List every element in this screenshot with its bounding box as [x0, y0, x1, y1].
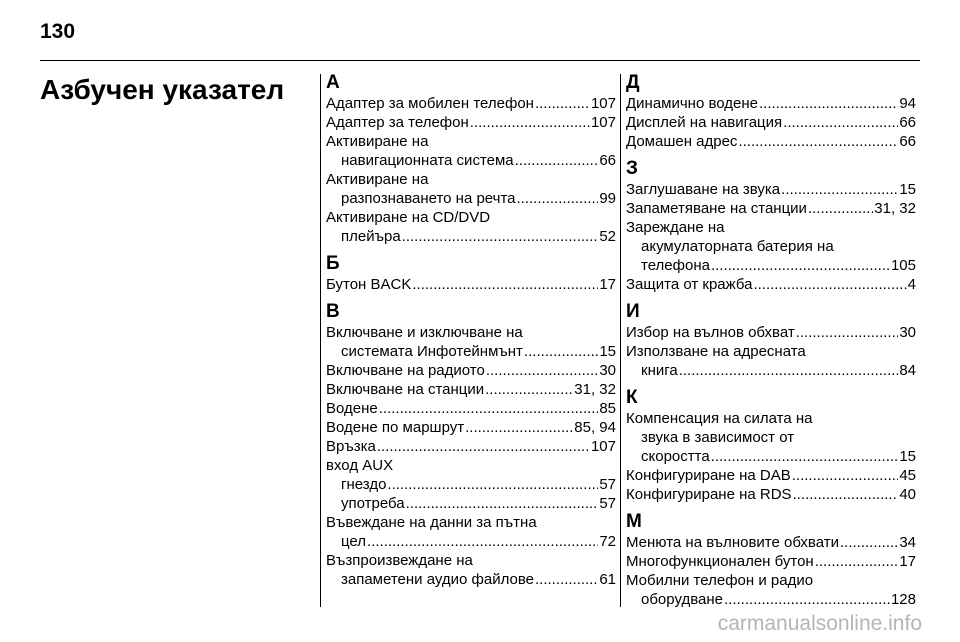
index-section: [326, 253, 616, 294]
index-column-2: [626, 72, 916, 609]
leader-dots: [515, 151, 599, 170]
entry-page: 52: [599, 228, 616, 245]
entry-term: Конфигуриране на DAB: [626, 467, 791, 484]
index-entry: [626, 552, 916, 571]
entry-heading-line: звука в зависимост от: [641, 429, 795, 446]
index-entry: [326, 456, 616, 494]
entry-heading-line: Въвеждане на данни за пътна: [326, 514, 537, 531]
index-entry: [626, 180, 916, 199]
entry-row: [326, 399, 616, 418]
header-rule: [40, 60, 920, 61]
index-section: [626, 387, 916, 504]
leader-dots: [535, 570, 598, 589]
leader-dots: [793, 485, 899, 504]
entry-row: [626, 180, 916, 199]
entry-heading-line: Възпроизвеждане на: [326, 552, 473, 569]
entry-heading-line: Зареждане на: [626, 219, 725, 236]
entry-page: 57: [599, 495, 616, 512]
index-entry: [626, 409, 916, 466]
entry-page: 15: [899, 181, 916, 198]
index-entry: [326, 551, 616, 589]
leader-dots: [470, 113, 590, 132]
index-entry: [626, 218, 916, 275]
entry-term: навигационната система: [341, 152, 514, 169]
entry-page: 34: [899, 534, 916, 551]
entry-row: [326, 570, 616, 589]
section-letter: Д: [626, 72, 640, 93]
entry-term: книга: [641, 362, 678, 379]
entry-term: системата Инфотейнмънт: [341, 343, 523, 360]
entry-term: Включване на станции: [326, 381, 485, 398]
entry-heading-line: Използване на адресната: [626, 343, 806, 360]
watermark: carmanualsonline.info: [717, 612, 922, 635]
entry-row: [626, 533, 916, 552]
leader-dots: [379, 399, 599, 418]
entry-heading-line: Активиране на: [326, 171, 429, 188]
entry-term: Дисплей на навигация: [626, 114, 783, 131]
entry-term: плейъра: [341, 228, 401, 245]
entry-page: 40: [899, 486, 916, 503]
entry-page: 17: [599, 276, 616, 293]
leader-dots: [840, 533, 898, 552]
leader-dots: [387, 475, 598, 494]
entry-page: 66: [599, 152, 616, 169]
leader-dots: [783, 113, 898, 132]
entry-row: [326, 227, 616, 246]
entry-row: [326, 189, 616, 208]
entry-row: [626, 113, 916, 132]
entry-row: [626, 256, 916, 275]
entry-page: 107: [590, 438, 616, 455]
entry-term: Водене по маршрут: [326, 419, 465, 436]
entry-row: [626, 323, 916, 342]
index-entry: [626, 323, 916, 342]
leader-dots: [406, 494, 599, 513]
index-section: [626, 511, 916, 609]
index-entry: [326, 208, 616, 246]
entry-page: 85, 94: [574, 419, 616, 436]
entry-row: [326, 494, 616, 513]
entry-row: [326, 361, 616, 380]
index-entry: [626, 342, 916, 380]
leader-dots: [535, 94, 590, 113]
index-entry: [326, 132, 616, 170]
entry-term: Връзка: [326, 438, 376, 455]
index-entry: [626, 485, 916, 504]
entry-row: [326, 342, 616, 361]
leader-dots: [759, 94, 898, 113]
entry-term: цел: [341, 533, 367, 550]
entry-heading-line: акумулаторната батерия на: [641, 238, 834, 255]
entry-page: 61: [599, 571, 616, 588]
entry-row: [326, 475, 616, 494]
entry-page: 84: [899, 362, 916, 379]
entry-term: Заглушаване на звука: [626, 181, 781, 198]
entry-term: Бутон BACK: [326, 276, 412, 293]
index-entry: [326, 399, 616, 418]
entry-term: Водене: [326, 400, 378, 417]
entry-page: 66: [899, 114, 916, 131]
index-entry: [626, 113, 916, 132]
entry-term: телефона: [641, 257, 710, 274]
section-letter: З: [626, 158, 638, 179]
page-number: 130: [40, 20, 76, 43]
entry-page: 4: [907, 276, 916, 293]
entry-page: 85: [599, 400, 616, 417]
entry-row: [326, 532, 616, 551]
leader-dots: [486, 361, 598, 380]
entry-row: [626, 94, 916, 113]
entry-term: Запаметяване на станции: [626, 200, 807, 217]
entry-page: 107: [590, 114, 616, 131]
index-entry: [626, 94, 916, 113]
index-title: Азбучен указател: [40, 74, 285, 105]
entry-term: оборудване: [641, 591, 723, 608]
index-entry: [326, 323, 616, 361]
leader-dots: [738, 132, 898, 151]
index-section: [326, 301, 616, 589]
entry-row: [626, 590, 916, 609]
leader-dots: [753, 275, 906, 294]
index-entry: [326, 418, 616, 437]
index-entry: [326, 494, 616, 513]
section-letter: А: [326, 72, 340, 93]
leader-dots: [465, 418, 573, 437]
entry-term: Избор на вълнов обхват: [626, 324, 795, 341]
index-section: [626, 72, 916, 151]
column-divider-left: [320, 74, 321, 607]
leader-dots: [485, 380, 573, 399]
entry-page: 107: [590, 95, 616, 112]
leader-dots: [367, 532, 598, 551]
index-section: [626, 158, 916, 294]
index-entry: [326, 361, 616, 380]
index-entry: [326, 113, 616, 132]
entry-heading-line: Активиране на CD/DVD: [326, 209, 491, 226]
index-entry: [626, 199, 916, 218]
leader-dots: [808, 199, 873, 218]
entry-row: [626, 199, 916, 218]
leader-dots: [377, 437, 590, 456]
leader-dots: [724, 590, 890, 609]
leader-dots: [711, 256, 890, 275]
entry-page: 15: [599, 343, 616, 360]
entry-term: Защита от кражба: [626, 276, 753, 293]
entry-page: 45: [899, 467, 916, 484]
entry-row: [326, 437, 616, 456]
entry-row: [626, 466, 916, 485]
entry-row: [626, 275, 916, 294]
column-divider-right: [620, 74, 621, 607]
leader-dots: [412, 275, 598, 294]
entry-term: Динамично водене: [626, 95, 758, 112]
index-entry: [326, 437, 616, 456]
entry-page: 72: [599, 533, 616, 550]
entry-page: 66: [899, 133, 916, 150]
entry-page: 99: [599, 190, 616, 207]
entry-page: 17: [899, 553, 916, 570]
entry-term: гнездо: [341, 476, 387, 493]
entry-heading-line: Мобилни телефон и радио: [626, 572, 814, 589]
entry-term: Многофункционален бутон: [626, 553, 814, 570]
entry-term: разпознаването на речта: [341, 190, 516, 207]
index-entry: [626, 275, 916, 294]
entry-row: [626, 552, 916, 571]
section-letter: И: [626, 301, 640, 322]
entry-term: Адаптер за телефон: [326, 114, 469, 131]
leader-dots: [815, 552, 899, 571]
entry-term: Домашен адрес: [626, 133, 738, 150]
leader-dots: [796, 323, 899, 342]
entry-row: [326, 94, 616, 113]
entry-row: [326, 418, 616, 437]
entry-term: употреба: [341, 495, 405, 512]
index-entry: [326, 275, 616, 294]
entry-term: запаметени аудио файлове: [341, 571, 535, 588]
entry-page: 57: [599, 476, 616, 493]
index-entry: [626, 132, 916, 151]
leader-dots: [679, 361, 899, 380]
entry-page: 15: [899, 448, 916, 465]
index-entry: [626, 533, 916, 552]
index-entry: [326, 94, 616, 113]
entry-heading-line: Компенсация на силата на: [626, 410, 813, 427]
index-entry: [326, 170, 616, 208]
index-entry: [626, 571, 916, 609]
leader-dots: [517, 189, 599, 208]
entry-row: [626, 447, 916, 466]
entry-page: 94: [899, 95, 916, 112]
entry-row: [626, 132, 916, 151]
section-letter: В: [326, 301, 340, 322]
entry-row: [626, 361, 916, 380]
entry-row: [326, 151, 616, 170]
entry-row: [326, 380, 616, 399]
entry-page: 30: [599, 362, 616, 379]
index-entry: [326, 513, 616, 551]
entry-term: Адаптер за мобилен телефон: [326, 95, 534, 112]
leader-dots: [792, 466, 899, 485]
index-entry: [326, 380, 616, 399]
entry-page: 105: [890, 257, 916, 274]
leader-dots: [781, 180, 898, 199]
entry-heading-line: Активиране на: [326, 133, 429, 150]
entry-page: 128: [890, 591, 916, 608]
leader-dots: [402, 227, 599, 246]
entry-row: [326, 113, 616, 132]
entry-term: Конфигуриране на RDS: [626, 486, 792, 503]
entry-page: 31, 32: [574, 381, 616, 398]
entry-row: [626, 485, 916, 504]
section-letter: Б: [326, 253, 340, 274]
index-column-1: [326, 72, 616, 589]
entry-heading-line: вход AUX: [326, 457, 394, 474]
entry-page: 30: [899, 324, 916, 341]
index-section: [326, 72, 616, 246]
entry-term: Включване на радиото: [326, 362, 485, 379]
entry-term: Менюта на вълновите обхвати: [626, 534, 839, 551]
section-letter: М: [626, 511, 642, 532]
index-entry: [626, 466, 916, 485]
leader-dots: [711, 447, 899, 466]
leader-dots: [524, 342, 598, 361]
entry-row: [326, 275, 616, 294]
entry-term: скоростта: [641, 448, 710, 465]
entry-page: 31, 32: [874, 200, 916, 217]
index-section: [626, 301, 916, 380]
section-letter: К: [626, 387, 638, 408]
entry-heading-line: Включване и изключване на: [326, 324, 523, 341]
